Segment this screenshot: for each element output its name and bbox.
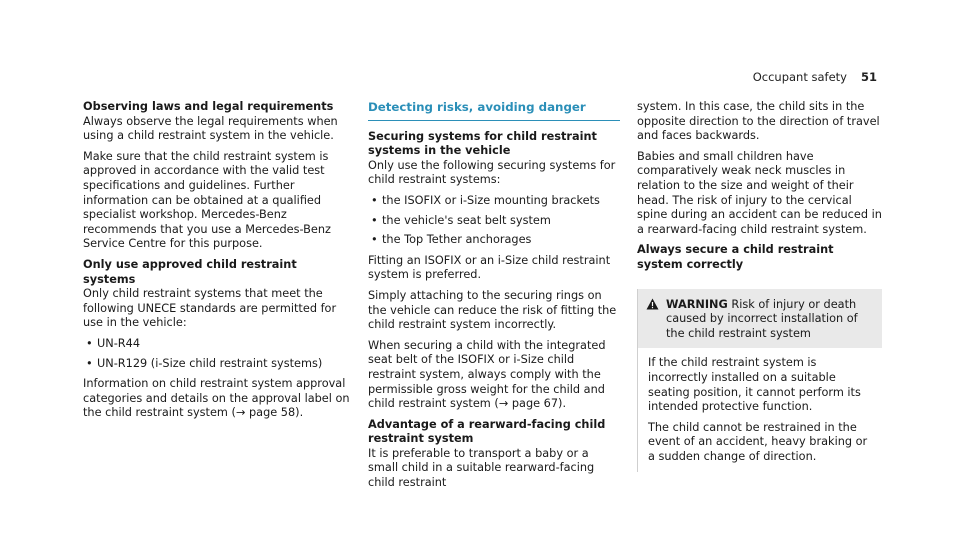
standards-list: [83, 337, 351, 371]
list-item: • the vehicle's seat belt system: [368, 214, 620, 229]
paragraph: If the child restraint system is incorrectly installed on a suitable seating position, it cannot perform its intended protective function.: [648, 356, 861, 414]
warning-triangle-icon: [646, 298, 666, 342]
list-item: • the Top Tether anchorages: [368, 233, 620, 248]
heading-securing-systems: Securing systems for child restraint systems in the vehicle: [368, 129, 597, 158]
warning-label: WARNING: [666, 297, 728, 311]
list-item: • the ISOFIX or i-Size mounting brackets: [368, 194, 620, 209]
warning-header: [638, 289, 882, 349]
heading-rearward-facing: Advantage of a rearward-facing child restraint system: [368, 417, 606, 446]
paragraph: Only use the following securing systems for child restraint systems:: [368, 158, 616, 187]
heading-approved-systems: Only use approved child restraint systems: [83, 257, 297, 286]
paragraph: Fitting an ISOFIX or an i-Size child restraint system is preferred.: [368, 253, 611, 282]
section-title: Occupant safety: [752, 70, 847, 84]
column-2: [368, 100, 620, 497]
column-3: [637, 100, 882, 472]
paragraph-with-page-link[interactable]: Information on child restraint system approval categories and details on the approval label on the child restraint system (→ page 58).: [83, 377, 350, 420]
page-number: 51: [860, 70, 877, 84]
paragraph: Only child restraint systems that meet the following UNECE standards are permitted for use in the vehicle:: [83, 287, 337, 330]
paragraph: Babies and small children have comparatively weak neck muscles in relation to the size and weight of their head. The risk of injury to the cervical spine during an accident can be reduced in a rearward-facing child restraint system.: [637, 149, 882, 236]
list-item: • UN-R129 (i-Size child restraint systems): [83, 357, 351, 372]
warning-title: Risk of injury or death caused by incorrect installation of the child restraint system: [666, 297, 858, 340]
paragraph: It is preferable to transport a baby or a small child in a suitable rearward-facing child restraint: [368, 446, 595, 490]
securing-systems-list: [368, 194, 620, 248]
paragraph: The child cannot be restrained in the event of an accident, heavy braking or a sudden change of direction.: [648, 420, 868, 463]
heading-secure-correctly: Always secure a child restraint system correctly: [637, 243, 834, 271]
column-1: [83, 100, 351, 427]
paragraph: Make sure that the child restraint system is approved in accordance with the valid test specifications and guidelines. Further information can be obtained at a qualified specialist workshop. Mercedes-Benz recommends that you use a Mercedes-Benz Service Centre for this purpose.: [83, 149, 331, 251]
warning-body: [638, 348, 882, 472]
heading-laws: Observing laws and legal requirements: [83, 100, 334, 113]
page-header: [753, 70, 877, 84]
paragraph-with-page-link[interactable]: When securing a child with the integrated seat belt of the ISOFIX or i-Size child restraint system, always comply with the permissible gross weight for the child and child restraint system (→ page 67).: [368, 338, 606, 411]
paragraph: Always observe the legal requirements when using a child restraint system in the vehicle.: [83, 114, 338, 143]
warning-box: [637, 289, 882, 473]
paragraph: Simply attaching to the securing rings on the vehicle can reduce the risk of fitting the child restraint system incorrectly.: [368, 288, 617, 332]
paragraph: system. In this case, the child sits in the opposite direction to the direction of travel and faces backwards.: [637, 100, 880, 143]
list-item: • UN-R44: [83, 337, 351, 352]
section-heading: Detecting risks, avoiding danger: [368, 100, 620, 121]
